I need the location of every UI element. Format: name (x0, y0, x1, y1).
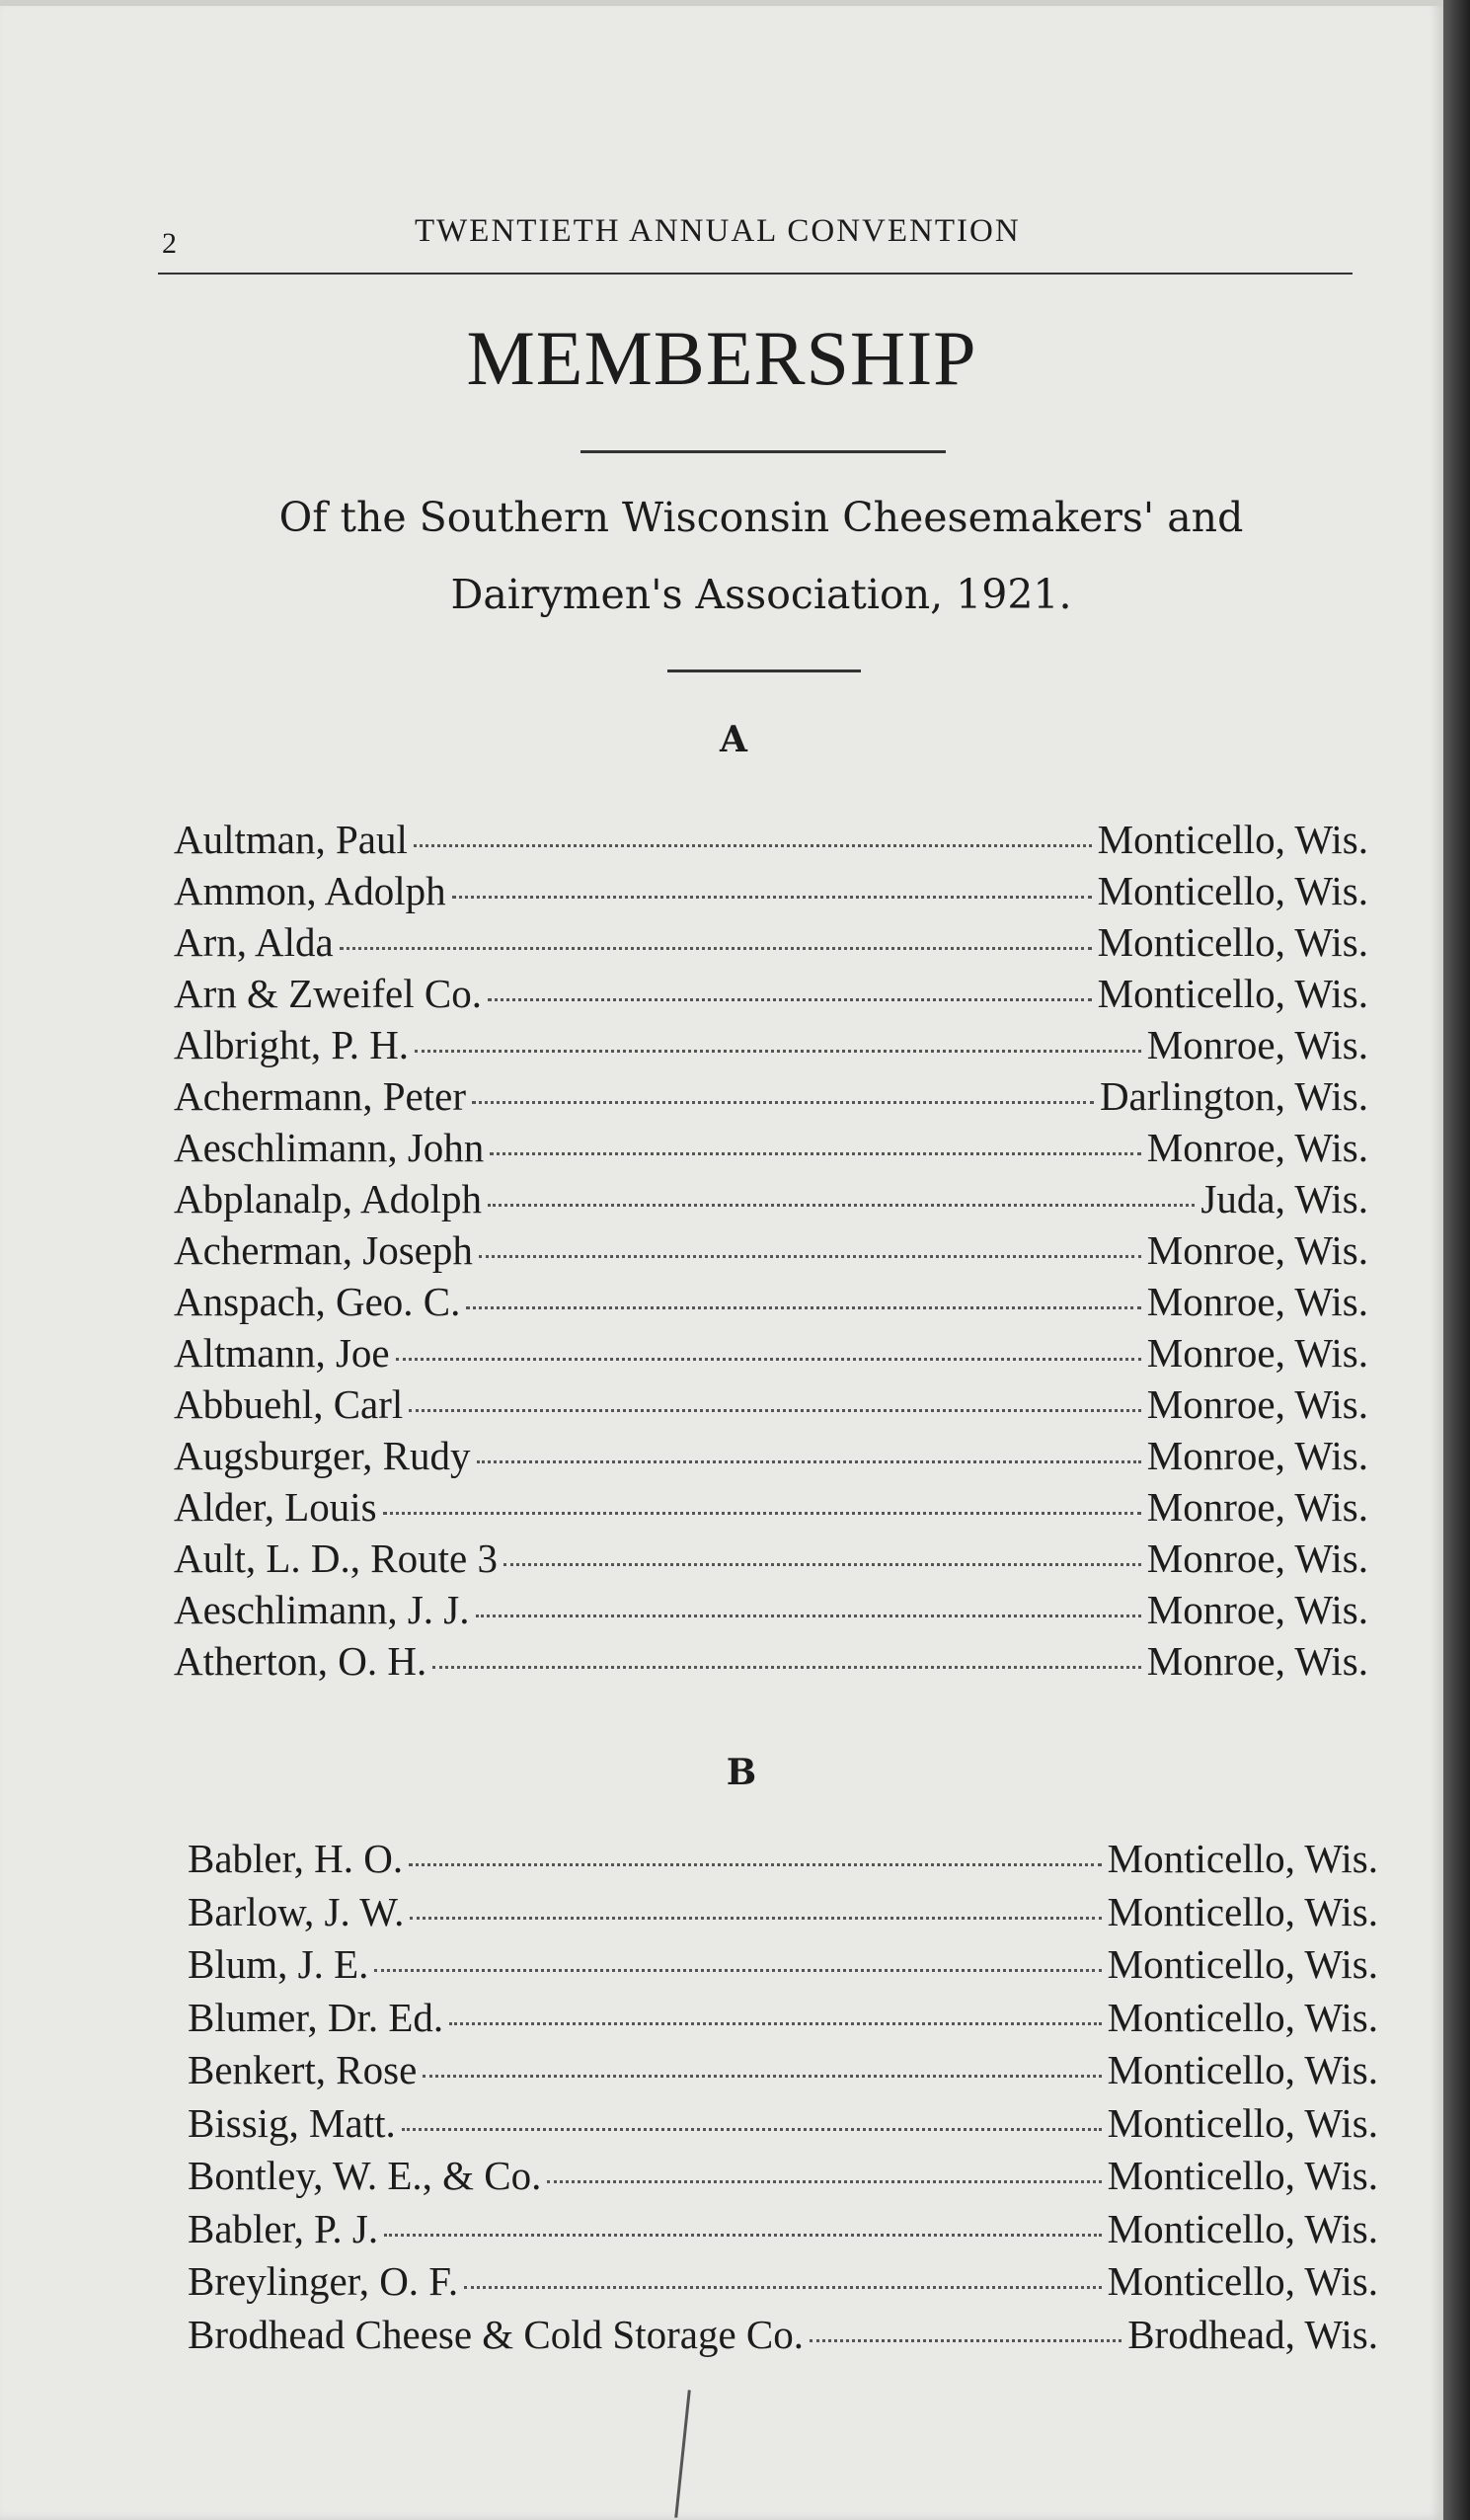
dot-leader (432, 1666, 1141, 1669)
dot-leader (547, 2180, 1101, 2183)
member-entry (174, 916, 1368, 968)
subtitle-rule (667, 669, 861, 672)
member-entry (174, 1019, 1368, 1070)
member-entry (174, 1584, 1368, 1635)
member-place: Monroe, Wis. (1146, 1536, 1368, 1581)
member-name: Alder, Louis (174, 1484, 377, 1530)
member-entry (174, 1276, 1368, 1327)
member-place: Monticello, Wis. (1097, 817, 1368, 862)
member-place: Monticello, Wis. (1107, 1994, 1378, 2040)
subtitle-line-2: Dairymen's Association, 1921. (450, 571, 1072, 618)
member-name: Arn & Zweifel Co. (174, 971, 482, 1016)
member-entry (174, 1635, 1368, 1687)
dot-leader (423, 2075, 1101, 2078)
member-name: Acherman, Joseph (174, 1227, 473, 1273)
member-place: Monroe, Wis. (1146, 1484, 1368, 1530)
member-entry (188, 2044, 1378, 2097)
member-place: Monroe, Wis. (1146, 1279, 1368, 1324)
member-entry (188, 2203, 1378, 2256)
member-place: Monroe, Wis. (1146, 1381, 1368, 1427)
member-name: Babler, P. J. (188, 2205, 379, 2251)
member-name: Aultman, Paul (174, 817, 408, 862)
member-place: Monticello, Wis. (1107, 1941, 1378, 1987)
member-place: Monroe, Wis. (1146, 1330, 1368, 1376)
member-place: Monroe, Wis. (1146, 1587, 1368, 1632)
member-name: Altmann, Joe (174, 1330, 390, 1376)
member-place: Monticello, Wis. (1107, 2047, 1378, 2092)
dot-leader (488, 998, 1092, 1001)
member-entry (174, 865, 1368, 916)
pencil-stroke (674, 2390, 691, 2518)
member-entry (174, 1122, 1368, 1173)
member-place: Monticello, Wis. (1097, 919, 1368, 965)
dot-leader (415, 1050, 1141, 1053)
member-place: Monticello, Wis. (1107, 2205, 1378, 2251)
member-name: Aeschlimann, John (174, 1125, 485, 1170)
dot-leader (340, 947, 1092, 950)
member-name: Blum, J. E. (188, 1941, 369, 1987)
member-name: Abplanalp, Adolph (174, 1176, 483, 1221)
member-place: Monroe, Wis. (1146, 1227, 1368, 1273)
dot-leader (477, 1460, 1141, 1463)
member-name: Anspach, Geo. C. (174, 1279, 461, 1324)
member-entry (174, 1224, 1368, 1276)
member-entry (188, 1938, 1378, 1992)
dot-leader (810, 2339, 1122, 2342)
member-place: Juda, Wis. (1200, 1176, 1368, 1221)
member-entry (174, 1378, 1368, 1430)
member-place: Monticello, Wis. (1097, 868, 1368, 913)
dot-leader (396, 1358, 1141, 1361)
member-name: Abbuehl, Carl (174, 1381, 404, 1427)
subtitle-line-1: Of the Southern Wisconsin Cheesemakers' and (278, 494, 1244, 541)
dot-leader (466, 1306, 1140, 1309)
member-entry (174, 1173, 1368, 1224)
dot-leader (374, 1969, 1101, 1972)
member-place: Monticello, Wis. (1107, 2258, 1378, 2304)
member-entry (188, 1886, 1378, 1939)
member-entry (188, 2097, 1378, 2151)
dot-leader (449, 2022, 1102, 2025)
page-number: 2 (162, 227, 177, 260)
section-letter-a: A (720, 719, 747, 760)
member-place: Monroe, Wis. (1146, 1638, 1368, 1684)
member-name: Blumer, Dr. Ed. (188, 1994, 444, 2040)
dot-leader (472, 1101, 1094, 1104)
section-letter-b: B (726, 1752, 757, 1793)
member-name: Atherton, O. H. (174, 1638, 427, 1684)
dot-leader (464, 2286, 1102, 2289)
title-rule (580, 450, 946, 453)
member-name: Benkert, Rose (188, 2047, 418, 2092)
dot-leader (490, 1152, 1140, 1155)
member-name: Bissig, Matt. (188, 2099, 396, 2146)
member-entry (188, 1833, 1378, 1886)
dot-leader (383, 1512, 1141, 1515)
member-entry (174, 968, 1368, 1019)
member-place: Monticello, Wis. (1107, 1888, 1378, 1934)
member-entry (174, 1070, 1368, 1122)
dot-leader (410, 1917, 1101, 1920)
book-spine-edge (1443, 0, 1470, 2520)
member-place: Monticello, Wis. (1107, 2099, 1378, 2146)
member-entry (188, 1992, 1378, 2045)
member-place: Brodhead, Wis. (1127, 2311, 1378, 2357)
header-rule (158, 273, 1353, 275)
dot-leader (402, 2128, 1102, 2131)
member-name: Ammon, Adolph (174, 868, 446, 913)
running-header (158, 205, 1353, 265)
member-name: Augsburger, Rudy (174, 1433, 471, 1478)
member-name: Breylinger, O. F. (188, 2258, 459, 2304)
member-place: Monroe, Wis. (1146, 1125, 1368, 1170)
member-list-a (174, 814, 1368, 1687)
member-name: Aeschlimann, J. J. (174, 1587, 470, 1632)
member-name: Brodhead Cheese & Cold Storage Co. (188, 2311, 805, 2357)
member-name: Bontley, W. E., & Co. (188, 2153, 542, 2198)
member-entry (174, 1481, 1368, 1533)
member-entry (188, 2309, 1378, 2362)
member-place: Darlington, Wis. (1099, 1073, 1368, 1119)
dot-leader (452, 896, 1092, 899)
member-list-b (188, 1833, 1378, 2361)
member-place: Monroe, Wis. (1146, 1022, 1368, 1067)
member-place: Monticello, Wis. (1097, 971, 1368, 1016)
member-name: Albright, P. H. (174, 1022, 410, 1067)
member-entry (174, 814, 1368, 865)
member-entry (174, 1430, 1368, 1481)
member-entry (188, 2255, 1378, 2309)
member-place: Monroe, Wis. (1146, 1433, 1368, 1478)
dot-leader (503, 1563, 1141, 1566)
dot-leader (476, 1614, 1141, 1617)
page-top-edge (0, 0, 1443, 6)
member-name: Ault, L. D., Route 3 (174, 1536, 498, 1581)
member-place: Monticello, Wis. (1107, 2153, 1378, 2198)
dot-leader (479, 1255, 1141, 1258)
member-name: Arn, Alda (174, 919, 334, 965)
running-title: TWENTIETH ANNUAL CONVENTION (415, 213, 1021, 249)
dot-leader (414, 844, 1092, 847)
member-place: Monticello, Wis. (1107, 1836, 1378, 1881)
dot-leader (409, 1409, 1140, 1412)
page-title: MEMBERSHIP (466, 315, 977, 401)
member-name: Babler, H. O. (188, 1836, 404, 1881)
member-name: Barlow, J. W. (188, 1888, 405, 1934)
dot-leader (409, 1863, 1102, 1866)
member-name: Achermann, Peter (174, 1073, 466, 1119)
member-entry (188, 2150, 1378, 2203)
member-entry (174, 1533, 1368, 1584)
dot-leader (488, 1204, 1195, 1207)
dot-leader (384, 2234, 1102, 2237)
member-entry (174, 1327, 1368, 1378)
